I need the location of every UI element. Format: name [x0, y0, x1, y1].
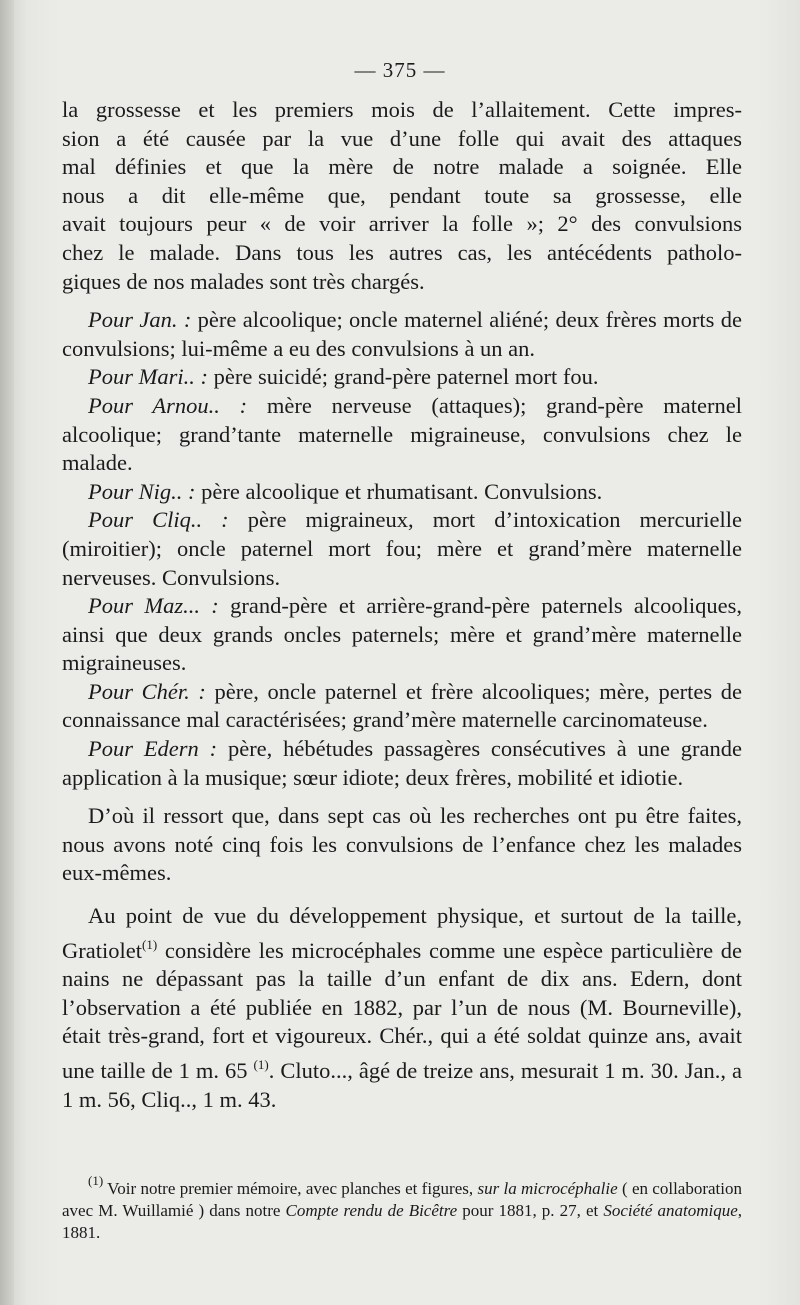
case-name: Pour Arnou.. :: [88, 392, 248, 418]
development-text-1: Au point de vue du développement physique, et surtout de la taille, Gratiolet: [62, 903, 742, 963]
case-cher: [62, 678, 742, 735]
case-mari: [62, 363, 742, 392]
footnote-part: ( en collaboration avec M. Wuillamié ) dans notre: [62, 1179, 742, 1220]
case-edern: [62, 735, 742, 792]
case-text: père alcoolique; oncle maternel aliéné; deux frères morts de convulsions; lui-même a eu des convulsions à un an.: [62, 307, 742, 361]
case-nig: [62, 478, 742, 507]
case-name: Pour Mari.. :: [88, 364, 208, 390]
page-binding-edge: [0, 0, 14, 1305]
footnote-part: pour 1881, p. 27, et: [457, 1201, 604, 1220]
footnote-marker: (1): [141, 936, 158, 952]
case-name: Pour Edern :: [88, 736, 218, 762]
footnote-marker: (1): [253, 1057, 269, 1072]
footnote-mark: (1): [88, 1173, 104, 1188]
case-cliq: [62, 506, 742, 592]
intro-line: la grossesse et les premiers mois de l’allaitement. Cette impres-: [62, 97, 742, 122]
body-text: [62, 96, 742, 1114]
case-text: père alcoolique et rhumatisant. Convulsions.: [201, 478, 603, 504]
footnote-part: Voir notre premier mémoire, avec planches et figures,: [103, 1179, 478, 1198]
case-name: Pour Nig.. :: [88, 478, 196, 504]
intro-line: avait toujours peur « de voir arriver la folle »; 2° des convulsions: [62, 211, 742, 237]
case-jan: [62, 306, 742, 363]
conclusion-paragraph: D’où il ressort que, dans sept cas où les recherches ont pu être faites, nous avons noté cinq fois les convulsions de l’enfance chez les malades eux-mêmes.: [62, 803, 742, 886]
footnote-text: [62, 1170, 742, 1244]
case-name: Pour Cliq.. :: [88, 507, 229, 533]
case-arnou: [62, 392, 742, 478]
development-text-2: considère les microcéphales comme une espèce particulière de nains ne dépassant pas la taille d’un enfant de dix ans. Edern, dont l’observation a été publiée en 1882, par l’un de nous (M. Bourneville), était très-grand, fort et vigoureux. Chér., qui a été soldat quinze ans, avait une taille de 1 m. 65: [62, 937, 742, 1083]
development-paragraph: [62, 902, 742, 1114]
footnote-part: , 1881.: [62, 1201, 742, 1242]
case-text: grand-père et arrière-grand-père paternels alcooliques, ainsi que deux grands oncles paternels; mère et grand’mère maternelle migraineuses.: [62, 593, 742, 676]
development-text-3: . Cluto..., âgé de treize ans, mesurait 1 m. 30. Jan., a 1 m. 56, Cliq.., 1 m. 43.: [62, 1058, 743, 1112]
footnote-italic: sur la microcéphalie: [477, 1179, 618, 1198]
intro-line: giques de nos malades sont très chargés.: [62, 268, 425, 294]
case-text: père suicidé; grand-père paternel mort fou.: [213, 364, 599, 390]
case-maz: [62, 592, 742, 678]
case-text: père migraineux, mort d’intoxication mercurielle (miroitier); oncle paternel mort fou; mère et grand’mère maternelle nerveuses. Convulsions.: [62, 507, 742, 590]
case-name: Pour Chér. :: [88, 678, 206, 704]
page-number: — 375 —: [354, 58, 446, 82]
intro-paragraph: [62, 96, 742, 296]
footnote-italic: Société anatomique: [603, 1201, 738, 1220]
case-name: Pour Maz... :: [88, 593, 219, 619]
case-text: mère nerveuse (attaques); grand-père maternel alcoolique; grand’tante maternelle migraineuse, convulsions chez le malade.: [62, 392, 743, 476]
intro-line: sion a été causée par la vue d’une folle qui avait des attaques: [62, 125, 742, 151]
case-name: Pour Jan. :: [88, 307, 192, 333]
intro-line: mal définies et que la mère de notre malade a soignée. Elle: [62, 154, 742, 180]
footnote: [62, 1170, 742, 1244]
intro-line: nous a dit elle-même que, pendant toute sa grossesse, elle: [62, 182, 742, 208]
intro-line: chez le malade. Dans tous les autres cas, les antécédents patholo-: [62, 239, 742, 265]
footnote-italic: Compte rendu de Bicêtre: [285, 1201, 458, 1220]
case-text: père, hébétudes passagères consécutives à une grande application à la musique; sœur idiote; deux frères, mobilité et idiotie.: [62, 736, 743, 790]
case-text: père, oncle paternel et frère alcooliques; mère, pertes de connaissance mal caractérisées; grand’mère maternelle carcinomateuse.: [62, 678, 743, 733]
